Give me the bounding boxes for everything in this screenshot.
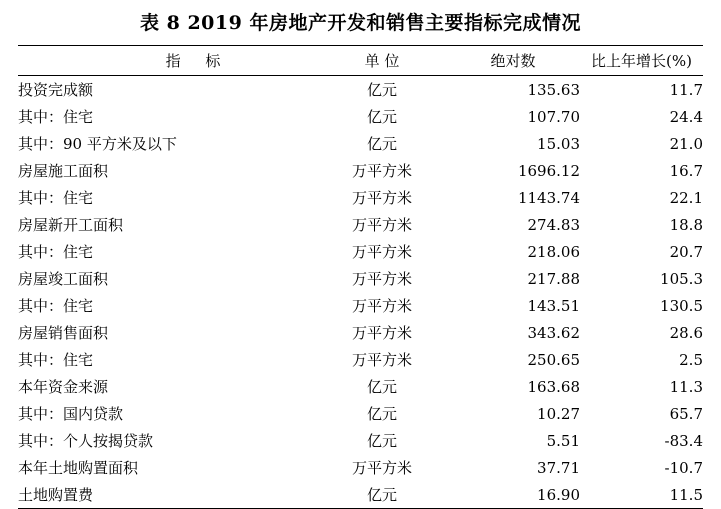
row-item-label: 其中：住宅 [18, 297, 94, 315]
row-absolute-value: 143.51 [527, 296, 580, 315]
row-unit: 万平方米 [351, 297, 412, 315]
table-title: 表 8 2019 年房地产开发和销售主要指标完成情况 [140, 12, 581, 34]
row-item-label: 其中：90 平方米及以下 [18, 135, 177, 153]
row-unit: 万平方米 [351, 459, 412, 477]
table-row [18, 346, 703, 373]
table-body [18, 76, 703, 509]
table-row [18, 211, 703, 238]
row-growth-value: 16.7 [669, 161, 703, 180]
row-growth-value: 2.5 [679, 350, 703, 369]
row-absolute-value: 135.63 [527, 80, 580, 99]
row-unit: 万平方米 [351, 243, 412, 261]
row-item-label: 其中：国内贷款 [18, 405, 124, 423]
row-absolute-value: 250.65 [527, 350, 580, 369]
row-growth-value: -83.4 [664, 431, 703, 450]
row-unit: 亿元 [318, 481, 446, 509]
table-row [18, 481, 703, 509]
table-row [18, 157, 703, 184]
row-absolute-value: 217.88 [527, 269, 580, 288]
row-absolute-value: 1143.74 [517, 188, 580, 207]
row-absolute-value: 1696.12 [517, 161, 580, 180]
row-growth-value: 11.3 [669, 377, 703, 396]
table-header-row [18, 46, 703, 76]
row-growth-value: 65.7 [669, 404, 703, 423]
row-item-label: 房屋施工面积 [18, 162, 109, 180]
row-growth-value: 20.7 [669, 242, 703, 261]
row-unit: 万平方米 [351, 324, 412, 342]
row-absolute-value: 37.71 [537, 458, 580, 477]
row-growth-value: 11.7 [669, 80, 703, 99]
row-unit: 亿元 [366, 108, 397, 126]
row-item-label: 房屋销售面积 [18, 324, 109, 342]
row-unit: 万平方米 [351, 351, 412, 369]
row-growth-value: 18.8 [669, 215, 703, 234]
row-item-label: 投资完成额 [18, 81, 94, 99]
row-absolute-value: 5.51 [546, 431, 580, 450]
row-unit: 亿元 [366, 81, 397, 99]
row-absolute-value: 10.27 [537, 404, 580, 423]
table-row [18, 265, 703, 292]
real-estate-indicators-table [18, 45, 703, 509]
row-growth-value: 24.4 [669, 107, 703, 126]
table-row [18, 427, 703, 454]
row-absolute-value: 218.06 [527, 242, 580, 261]
row-item-label: 其中：住宅 [18, 189, 94, 207]
table-row [18, 319, 703, 346]
row-unit: 万平方米 [351, 216, 412, 234]
row-unit: 亿元 [366, 405, 397, 423]
row-item-label: 土地购置费 [18, 481, 318, 509]
row-absolute-value: 16.90 [446, 481, 580, 509]
table-header [18, 46, 703, 76]
row-absolute-value: 15.03 [537, 134, 580, 153]
row-absolute-value: 163.68 [527, 377, 580, 396]
row-growth-value: 22.1 [669, 188, 703, 207]
row-growth-value: 21.0 [669, 134, 703, 153]
row-item-label: 房屋新开工面积 [18, 216, 124, 234]
table-row [18, 238, 703, 265]
row-growth-value: 130.5 [660, 296, 703, 315]
row-growth-value: 11.5 [580, 481, 703, 509]
row-unit: 亿元 [366, 432, 397, 450]
column-header-item-label: 指 标 [165, 52, 231, 70]
row-unit: 万平方米 [351, 162, 412, 180]
row-item-label: 其中：个人按揭贷款 [18, 432, 154, 450]
row-item-label: 房屋竣工面积 [18, 270, 109, 288]
row-item-label: 本年土地购置面积 [18, 459, 139, 477]
row-absolute-value: 107.70 [527, 107, 580, 126]
row-unit: 亿元 [366, 135, 397, 153]
row-item-label: 本年资金来源 [18, 378, 109, 396]
table-row [18, 103, 703, 130]
row-unit: 万平方米 [351, 189, 412, 207]
column-header-unit: 单 位 [318, 46, 446, 76]
row-absolute-value: 343.62 [527, 323, 580, 342]
table-row [18, 400, 703, 427]
row-growth-value: 105.3 [660, 269, 703, 288]
table-row [18, 454, 703, 481]
row-growth-value: 28.6 [669, 323, 703, 342]
table-row [18, 373, 703, 400]
row-item-label: 其中：住宅 [18, 243, 94, 261]
row-item-label: 其中：住宅 [18, 351, 94, 369]
row-item-label: 其中：住宅 [18, 108, 94, 126]
column-header-item [18, 46, 318, 76]
table-row [18, 76, 703, 104]
row-absolute-value: 274.83 [527, 215, 580, 234]
row-growth-value: -10.7 [664, 458, 703, 477]
table-row [18, 130, 703, 157]
table-row [18, 184, 703, 211]
column-header-growth: 比上年增长(%) [580, 46, 703, 76]
table-row [18, 292, 703, 319]
row-unit: 万平方米 [351, 270, 412, 288]
row-unit: 亿元 [366, 378, 397, 396]
column-header-absolute: 绝对数 [446, 46, 580, 76]
